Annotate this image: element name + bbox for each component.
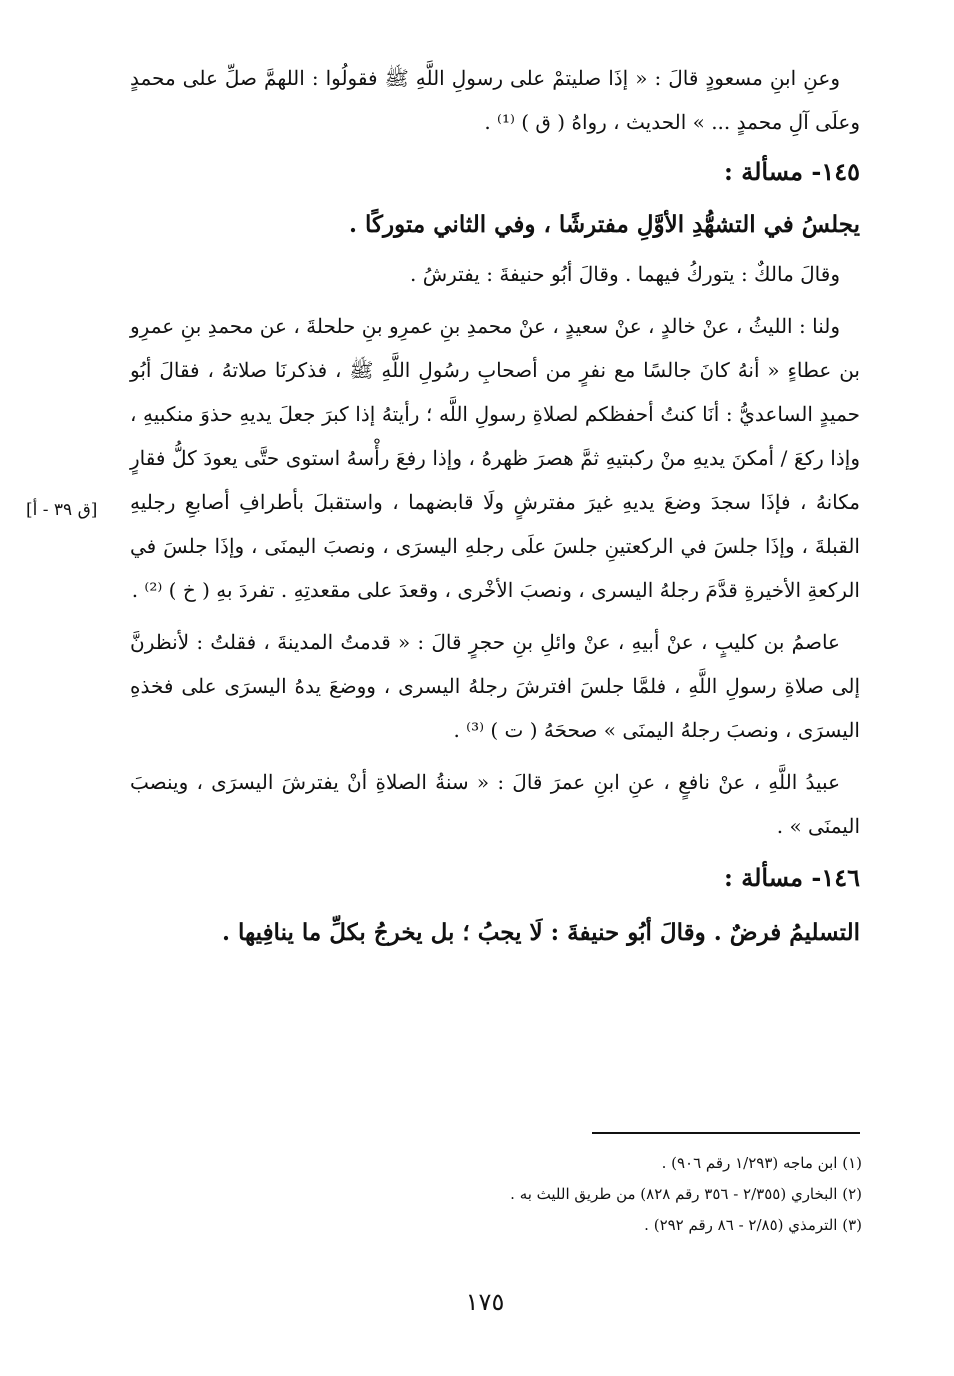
paragraph-ibn-umar-hadith: عبيدُ اللَّهِ ، عنْ نافعٍ ، عنِ ابنِ عمرَ قالَ : « سنةُ الصلاةِ أنْ يفترشَ اليسرَى ، وينصبَ اليمنَى » . <box>130 770 860 838</box>
manuscript-folio-note: [ق ٣٩ - أ] <box>26 500 98 520</box>
paragraph-ibn-masud: وعنِ ابنِ مسعودٍ قالَ : « إذَا صليتمْ على رسولِ اللَّهِ ﷺ فقولُوا : اللهمَّ صلِّ على محمدٍ وعلَى آلِ محمدٍ ... » الحديث ، رواهُ ( ق ) ⁽¹⁾ . <box>130 66 860 134</box>
footnote-divider <box>592 1132 860 1134</box>
page-number: ١٧٥ <box>465 1288 505 1316</box>
main-text <box>130 56 860 958</box>
footnotes <box>380 1148 862 1241</box>
paragraph-malik-abu-hanifa: وقالَ مالكٌ : يتوركُ فيهما . وقالَ أبُو حنيفةَ : يفترشُ . <box>409 262 840 286</box>
paragraph-abu-humaid-hadith: ولنا : الليثُ ، عنْ خالدٍ ، عنْ سعيدٍ ، عنْ محمدِ بنِ عمرِو بنِ حلحلةَ ، عن محمدِ بنِ عمرِو بن عطاءٍ « أنهُ كانَ جالسًا مع نفرٍ من أصحابِ رسُولِ اللَّهِ ﷺ ، فذكرنَا صلاتهُ ، فقالَ أبُو حميدٍ الساعديُّ : أنَا كنتُ أحفظكم لصلاةِ رسولِ اللَّه ؛ رأيتهُ إذا كبرَ جعلَ يديهِ حذوَ منكبيهِ ، وإذا ركعَ / أمكنَ يديهِ منْ ركبتيهِ ثمَّ هصرَ ظهرهُ ، وإذا رفعَ رأْسهُ استوى حتَّى يعودَ كلُّ فقارٍ مكانهُ ، فإذَا سجدَ وضعَ يديهِ غيرَ مفترشٍ ولَا قابضهما ، واستقبلَ بأطرافِ أصابعِ رجليهِ القبلةَ ، وإذَا جلسَ في الركعتينِ جلسَ علَى رجلهِ اليسرَى ، ونصبَ اليمنَى ، وإذَا جلسَ في الركعةِ الأخيرةِ قدَّمَ رجلهُ اليسرى ، ونصبَ الأخْرى ، وقعدَ على مقعدتِهِ . تفردَ بهِ ( خ ) ⁽²⁾ . <box>130 314 860 602</box>
paragraph-wail-hadith: عاصمُ بن كليبٍ ، عنْ أبيهِ ، عنْ وائلِ بنِ حجرٍ قالَ : « قدمتُ المدينةَ ، فقلتُ : لأنظرنَّ إلى صلاةِ رسولِ اللَّهِ ، فلمَّا جلسَ افترشَ رجلهُ اليسرى ، ووضعَ يدهُ اليسرَى على فخذهِ اليسرَى ، ونصبَ رجلهُ اليمنَى » صححَهُ ( ت ) ⁽³⁾ . <box>130 630 860 742</box>
ruling-146: التسليمُ فرضٌ . وقالَ أبُو حنيفةَ : لَا يجبُ ؛ بل يخرجُ بكلِّ ما ينافِيها . <box>222 919 860 946</box>
ruling-145: يجلسُ في التشهُّدِ الأوَّلِ مفترشًا ، وفي الثاني متوركًا . <box>349 211 860 238</box>
footnote-3: (٣) الترمذي (٢/٨٥ - ٨٦ رقم ٢٩٢) . <box>644 1216 862 1234</box>
footnote-1: (١) ابن ماجه (١/٢٩٣ رقم ٩٠٦) . <box>661 1154 862 1172</box>
footnote-2: (٢) البخاري (٢/٣٥٥ - ٣٥٦ رقم ٨٢٨) من طريق الليث به . <box>510 1185 862 1203</box>
issue-heading-145: ١٤٥- مسألة : <box>724 157 860 186</box>
issue-heading-146: ١٤٦- مسألة : <box>724 863 860 892</box>
